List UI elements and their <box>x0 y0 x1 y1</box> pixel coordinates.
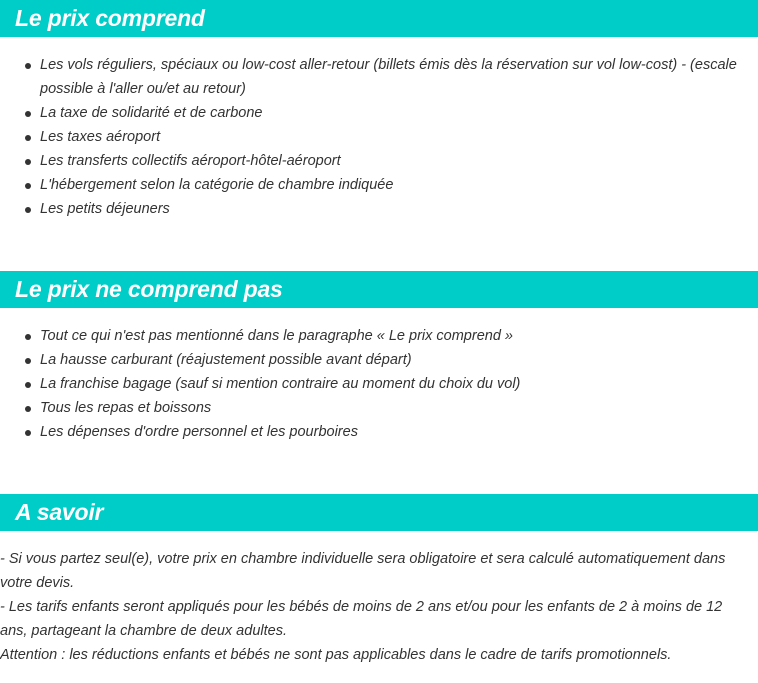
list-item-text: Tous les repas et boissons <box>40 400 212 416</box>
section-title-not-included: Le prix ne comprend pas <box>15 276 283 302</box>
list-item-text: Les taxes aéroport <box>40 129 161 145</box>
list-item-text: Tout ce qui n'est pas mentionné dans le paragraphe « Le prix comprend » <box>40 328 513 344</box>
list-item <box>0 101 740 125</box>
list-item-text: Les vols réguliers, spéciaux ou low-cost aller-retour (billets émis dès la réservation sur vol low-cost) - (escale possible à l'aller ou/et au retour) <box>40 57 737 97</box>
list-item <box>0 420 740 444</box>
list-item <box>0 125 740 149</box>
section-header-good-to-know <box>0 494 758 531</box>
bullet-icon <box>25 430 31 436</box>
list-item <box>0 348 740 372</box>
list-item-text: Les petits déjeuners <box>40 201 170 217</box>
list-item <box>0 372 740 396</box>
list-item-text: La hausse carburant (réajustement possible avant départ) <box>40 352 412 368</box>
list-item <box>0 324 740 348</box>
list-item <box>0 149 740 173</box>
section-header-included <box>0 0 758 37</box>
list-item-text: Les transferts collectifs aéroport-hôtel-aéroport <box>40 153 341 169</box>
bullet-icon <box>25 63 31 69</box>
list-item-text: Les dépenses d'ordre personnel et les pourboires <box>40 424 358 440</box>
list-item-text: La taxe de solidarité et de carbone <box>40 105 263 121</box>
section-header-not-included <box>0 271 758 308</box>
section-title-included: Le prix comprend <box>15 5 205 31</box>
bullet-icon <box>25 406 31 412</box>
bullet-icon <box>25 334 31 340</box>
bullet-icon <box>25 358 31 364</box>
list-item <box>0 53 740 101</box>
bullet-icon <box>25 159 31 165</box>
note-paragraph: - Si vous partez seul(e), votre prix en chambre individuelle sera obligatoire et sera calculé automatiquement dans votre devis. <box>0 551 726 591</box>
list-item <box>0 197 740 221</box>
bullet-icon <box>25 183 31 189</box>
list-item <box>0 173 740 197</box>
bullet-icon <box>25 111 31 117</box>
good-to-know-text <box>0 547 752 667</box>
list-item-text: L'hébergement selon la catégorie de chambre indiquée <box>40 177 394 193</box>
bullet-icon <box>25 207 31 213</box>
not-included-list <box>0 324 740 444</box>
note-paragraph: Attention : les réductions enfants et bébés ne sont pas applicables dans le cadre de tarifs promotionnels. <box>0 647 672 663</box>
list-item <box>0 396 740 420</box>
list-item-text: La franchise bagage (sauf si mention contraire au moment du choix du vol) <box>40 376 521 392</box>
bullet-icon <box>25 382 31 388</box>
section-title-good-to-know: A savoir <box>15 499 104 525</box>
bullet-icon <box>25 135 31 141</box>
note-paragraph: - Les tarifs enfants seront appliqués pour les bébés de moins de 2 ans et/ou pour les enfants de 2 à moins de 12 ans, partageant la chambre de deux adultes. <box>0 599 723 639</box>
included-list <box>0 53 740 221</box>
